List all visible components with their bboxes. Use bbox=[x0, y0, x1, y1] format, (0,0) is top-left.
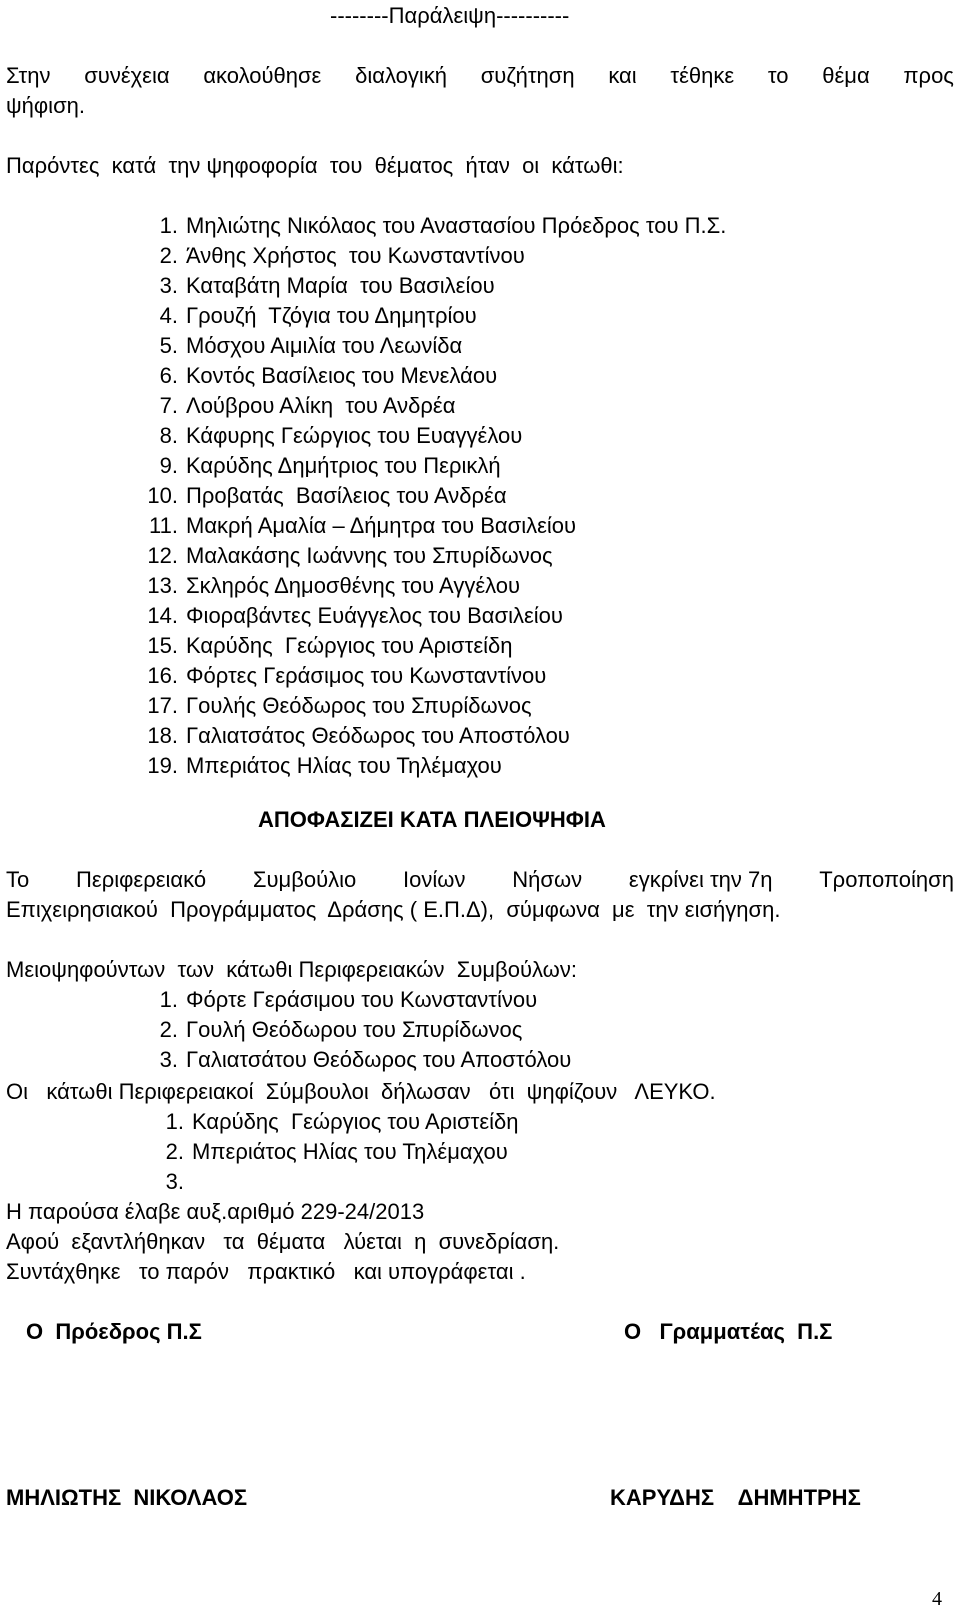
intro-word: τέθηκε bbox=[670, 63, 735, 88]
present-item-number: 7. bbox=[159, 393, 178, 418]
intro-word: και bbox=[608, 63, 637, 88]
minority-intro: Μειοψηφούντων των κάτωθι Περιφερειακών Συμβούλων: bbox=[6, 957, 577, 982]
minority-item bbox=[136, 986, 537, 1014]
present-item bbox=[136, 632, 513, 660]
present-item bbox=[136, 362, 497, 390]
present-item-number: 18. bbox=[147, 723, 178, 748]
present-item-number: 11. bbox=[149, 513, 178, 538]
present-item bbox=[136, 332, 462, 360]
present-item bbox=[136, 572, 520, 600]
present-item-text: Σκληρός Δημοσθένης του Αγγέλου bbox=[186, 573, 521, 598]
present-item-number: 2. bbox=[159, 243, 178, 268]
present-item-text: Προβατάς Βασίλειος του Ανδρέα bbox=[186, 483, 507, 508]
present-item-number: 12. bbox=[147, 543, 178, 568]
present-item bbox=[136, 302, 477, 330]
intro-word: προς bbox=[903, 63, 954, 88]
present-item-number: 17. bbox=[147, 693, 178, 718]
signature-name-left: ΜΗΛΙΩΤΗΣ ΝΙΚΟΛΑΟΣ bbox=[6, 1485, 248, 1510]
present-item-number: 6. bbox=[159, 363, 178, 388]
closing-line-2: Αφού εξαντλήθηκαν τα θέματα λύεται η συνεδρίαση. bbox=[6, 1229, 560, 1254]
present-item-text: Γρουζή Τζόγια του Δημητρίου bbox=[186, 303, 477, 328]
present-item-text: Κάφυρης Γεώργιος του Ευαγγέλου bbox=[186, 423, 523, 448]
decision-word: εγκρίνει την 7η bbox=[628, 867, 773, 892]
decision-word: Συμβούλιο bbox=[252, 867, 357, 892]
intro-word: συνέχεια bbox=[84, 63, 170, 88]
minority-item bbox=[136, 1046, 571, 1074]
blank-item-text: Καρύδης Γεώργιος του Αριστείδη bbox=[192, 1109, 519, 1134]
present-item bbox=[136, 452, 501, 480]
present-intro: Παρόντες κατά την ψηφοφορία του θέματος ήταν οι κάτωθι: bbox=[6, 153, 624, 178]
decision-line-2: Επιχειρησιακού Προγράμματος Δράσης ( Ε.Π.Δ), σύμφωνα με την εισήγηση. bbox=[6, 897, 781, 922]
blank-intro: Οι κάτωθι Περιφερειακοί Σύμβουλοι δήλωσαν ότι ψηφίζουν ΛΕΥΚΟ. bbox=[6, 1079, 716, 1104]
minority-item-number: 1. bbox=[159, 987, 178, 1012]
present-item-number: 14. bbox=[147, 603, 178, 628]
present-item-text: Καρύδης Γεώργιος του Αριστείδη bbox=[186, 633, 513, 658]
present-item bbox=[136, 722, 570, 750]
decision-word: Περιφερειακό bbox=[76, 867, 207, 892]
present-item-number: 16. bbox=[147, 663, 178, 688]
decision-word: Νήσων bbox=[512, 867, 583, 892]
present-item-number: 8. bbox=[159, 423, 178, 448]
present-item bbox=[136, 212, 726, 240]
present-item-number: 4. bbox=[159, 303, 178, 328]
present-item-text: Λούβρου Αλίκη του Ανδρέα bbox=[186, 393, 456, 418]
present-item bbox=[136, 512, 576, 540]
present-item bbox=[136, 482, 507, 510]
intro-word: θέμα bbox=[822, 63, 870, 88]
present-item-number: 10. bbox=[147, 483, 178, 508]
present-item-text: Φιοραβάντες Ευάγγελος του Βασιλείου bbox=[186, 603, 563, 628]
present-item-text: Καταβάτη Μαρία του Βασιλείου bbox=[186, 273, 495, 298]
minority-item-number: 3. bbox=[159, 1047, 178, 1072]
present-item-text: Μαλακάσης Ιωάννης του Σπυρίδωνος bbox=[186, 543, 553, 568]
signature-title-right: Ο Γραμματέας Π.Σ bbox=[624, 1319, 833, 1344]
minority-item-text: Φόρτε Γεράσιμου του Κωνσταντίνου bbox=[186, 987, 538, 1012]
signature-name-right: ΚΑΡΥΔΗΣ ΔΗΜΗΤΡΗΣ bbox=[610, 1485, 861, 1510]
minority-item-text: Γουλή Θεόδωρου του Σπυρίδωνος bbox=[186, 1017, 523, 1042]
blank-item-number: 3. bbox=[165, 1169, 184, 1194]
present-item-number: 9. bbox=[159, 453, 178, 478]
present-item-text: Φόρτες Γεράσιμος του Κωνσταντίνου bbox=[186, 663, 547, 688]
present-item bbox=[136, 692, 532, 720]
present-item-text: Μπεριάτος Ηλίας του Τηλέμαχου bbox=[186, 753, 502, 778]
minority-item bbox=[136, 1016, 522, 1044]
blank-item-number: 2. bbox=[165, 1139, 184, 1164]
present-item-number: 13. bbox=[147, 573, 178, 598]
blank-item bbox=[142, 1108, 519, 1136]
page-number: 4 bbox=[932, 1588, 942, 1610]
present-item bbox=[136, 422, 522, 450]
blank-item-number: 1. bbox=[165, 1109, 184, 1134]
blank-item-text: Μπεριάτος Ηλίας του Τηλέμαχου bbox=[192, 1139, 508, 1164]
present-item bbox=[136, 602, 563, 630]
present-item-text: Γαλιατσάτος Θεόδωρος του Αποστόλου bbox=[186, 723, 570, 748]
minority-item-number: 2. bbox=[159, 1017, 178, 1042]
present-item bbox=[136, 662, 546, 690]
present-item-text: Μηλιώτης Νικόλαος του Αναστασίου Πρόεδρος του Π.Σ. bbox=[186, 213, 727, 238]
closing-line-1: Η παρούσα έλαβε αυξ.αριθμό 229-24/2013 bbox=[6, 1199, 425, 1224]
present-item-text: Γουλής Θεόδωρος του Σπυρίδωνος bbox=[186, 693, 532, 718]
present-item bbox=[136, 392, 455, 420]
closing-line-3: Συντάχθηκε το παρόν πρακτικό και υπογράφεται . bbox=[6, 1259, 526, 1284]
present-item-number: 15. bbox=[147, 633, 178, 658]
signature-title-left: Ο Πρόεδρος Π.Σ bbox=[26, 1319, 202, 1344]
intro-line-1 bbox=[6, 62, 954, 90]
present-item bbox=[136, 542, 553, 570]
intro-word: συζήτηση bbox=[480, 63, 575, 88]
present-item-text: Άνθης Χρήστος του Κωνσταντίνου bbox=[186, 243, 525, 268]
decision-word: Ιονίων bbox=[403, 867, 466, 892]
present-item-number: 5. bbox=[159, 333, 178, 358]
intro-word: το bbox=[767, 63, 789, 88]
present-item bbox=[136, 752, 502, 780]
intro-word: Στην bbox=[6, 63, 51, 88]
decision-heading: ΑΠΟΦΑΣΙΖΕΙ ΚΑΤΑ ΠΛΕΙΟΨΗΦΙΑ bbox=[258, 807, 606, 832]
present-item-text: Μόσχου Αιμιλία του Λεωνίδα bbox=[186, 333, 463, 358]
present-item-text: Καρύδης Δημήτριος του Περικλή bbox=[186, 453, 501, 478]
minority-item-text: Γαλιατσάτου Θεόδωρος του Αποστόλου bbox=[186, 1047, 572, 1072]
decision-word: Το bbox=[6, 867, 30, 892]
blank-item bbox=[142, 1168, 192, 1196]
present-item bbox=[136, 242, 525, 270]
present-item-text: Κοντός Βασίλειος του Μενελάου bbox=[186, 363, 498, 388]
present-item-number: 19. bbox=[147, 753, 178, 778]
present-item-number: 1. bbox=[159, 213, 178, 238]
present-item bbox=[136, 272, 495, 300]
decision-word: Τροποποίηση bbox=[819, 867, 954, 892]
intro-word: διαλογική bbox=[355, 63, 447, 88]
decision-line-1 bbox=[6, 866, 954, 894]
intro-word: ακολούθησε bbox=[203, 63, 322, 88]
present-item-text: Μακρή Αμαλία – Δήμητρα του Βασιλείου bbox=[186, 513, 577, 538]
blank-item bbox=[142, 1138, 508, 1166]
intro-line-2: ψήφιση. bbox=[6, 93, 85, 118]
omission-marker: --------Παράλειψη---------- bbox=[330, 3, 570, 28]
present-item-number: 3. bbox=[159, 273, 178, 298]
